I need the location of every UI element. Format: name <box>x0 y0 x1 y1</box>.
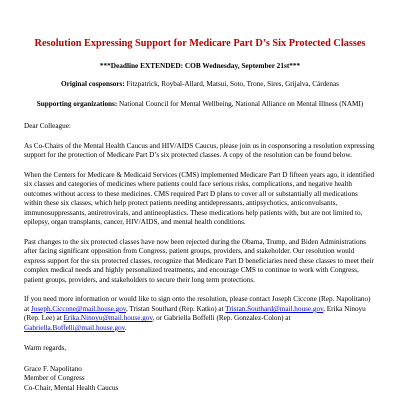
deadline-notice: ***Deadline EXTENDED: COB Wednesday, September 21st*** <box>99 60 301 70</box>
cosponsors-label: Original cosponsors: <box>61 80 125 89</box>
contacts-text: , Tristan Southard (Rep. Katko) at <box>125 304 226 313</box>
paragraph-resolution: Past changes to the six protected classes have now been rejected during the Obama, Trump, and Biden Administrations after facing significant opposition from Congress, patient groups, providers, and stakeholder. Our resolution would express support for the six protected classes, recognize that Medicare Part D beneficiaries need these classes to meet their complex medical needs and highly personalized treatments, and encourage CMS to continue to work with Congress, patient groups, providers, and stakeholders to secure their long term protections. <box>24 237 374 284</box>
closing: Warm regards, <box>24 344 67 353</box>
supporting-orgs-line <box>24 100 376 110</box>
paragraph-background: When the Centers for Medicare & Medicaid Services (CMS) implemented Medicare Part D fifteen years ago, it identified six classes and categories of medicines where patients could face serious risks, complications, and negative health outcomes without access to these medicines. CMS required Part D plans to cover all or substantially all medications within these six classes, which help protect patients needing antidepressants, antipsychotics, anticonvulsants, immunosuppressants, antiretrovirals, and antineoplastics. These medications help patients with, but are not limited to, epilepsy, organ transplants, cancer, HIV/AIDS, and mental health conditions. <box>24 170 375 227</box>
contacts-text: , Erika Ninoyu (Rep. Lee) at <box>24 304 366 323</box>
email-link-ciccone[interactable]: Joseph.Ciccone@mail.house.gov <box>30 304 126 313</box>
contacts-text: If you need more information or would like to sign onto the resolution, please contact Joseph Ciccone (Rep. Napolitano) at <box>24 295 371 313</box>
signature-title: Member of Congress <box>24 374 85 383</box>
paragraph-contacts <box>24 295 376 333</box>
email-link-boffelli[interactable]: Gabriella.Boffelli@mail.house.gov <box>24 323 125 332</box>
signature-role: Co-Chair, Mental Health Caucus <box>24 383 119 392</box>
signature-name: Grace F. Napolitano <box>24 364 82 373</box>
salutation: Dear Colleague: <box>24 122 71 131</box>
supporting-orgs-list: National Council for Mental Wellbeing, National Alliance on Mental Illness (NAMI) <box>117 99 364 108</box>
signature-block <box>24 365 376 394</box>
paragraph-intro: As Co-Chairs of the Mental Health Caucus and HIV/AIDS Caucus, please join us in cosponsoring a resolution expressing support for the protection of Medicare Part D’s six protected classes. A copy of the resolution can be found below. <box>24 141 375 160</box>
contacts-text: . <box>124 323 127 332</box>
email-link-ninoyu[interactable]: Erika.Ninoyu@mail.house.gov <box>63 314 153 323</box>
cosponsors-line <box>24 80 376 90</box>
contacts-text: , or Gabriella Boffelli (Rep. Gonzalez-Colon) at <box>152 314 291 323</box>
supporting-orgs-label: Supporting organizations: <box>36 99 118 108</box>
email-link-southard[interactable]: Tristan.Southard@mail.house.gov <box>225 304 324 313</box>
document-title: Resolution Expressing Support for Medicare Part D’s Six Protected Classes <box>34 38 366 49</box>
cosponsors-list: Fitzpatrick, Roybal-Allard, Matsui, Soto, Trone, Sires, Grijalva, Cárdenas <box>124 80 339 89</box>
